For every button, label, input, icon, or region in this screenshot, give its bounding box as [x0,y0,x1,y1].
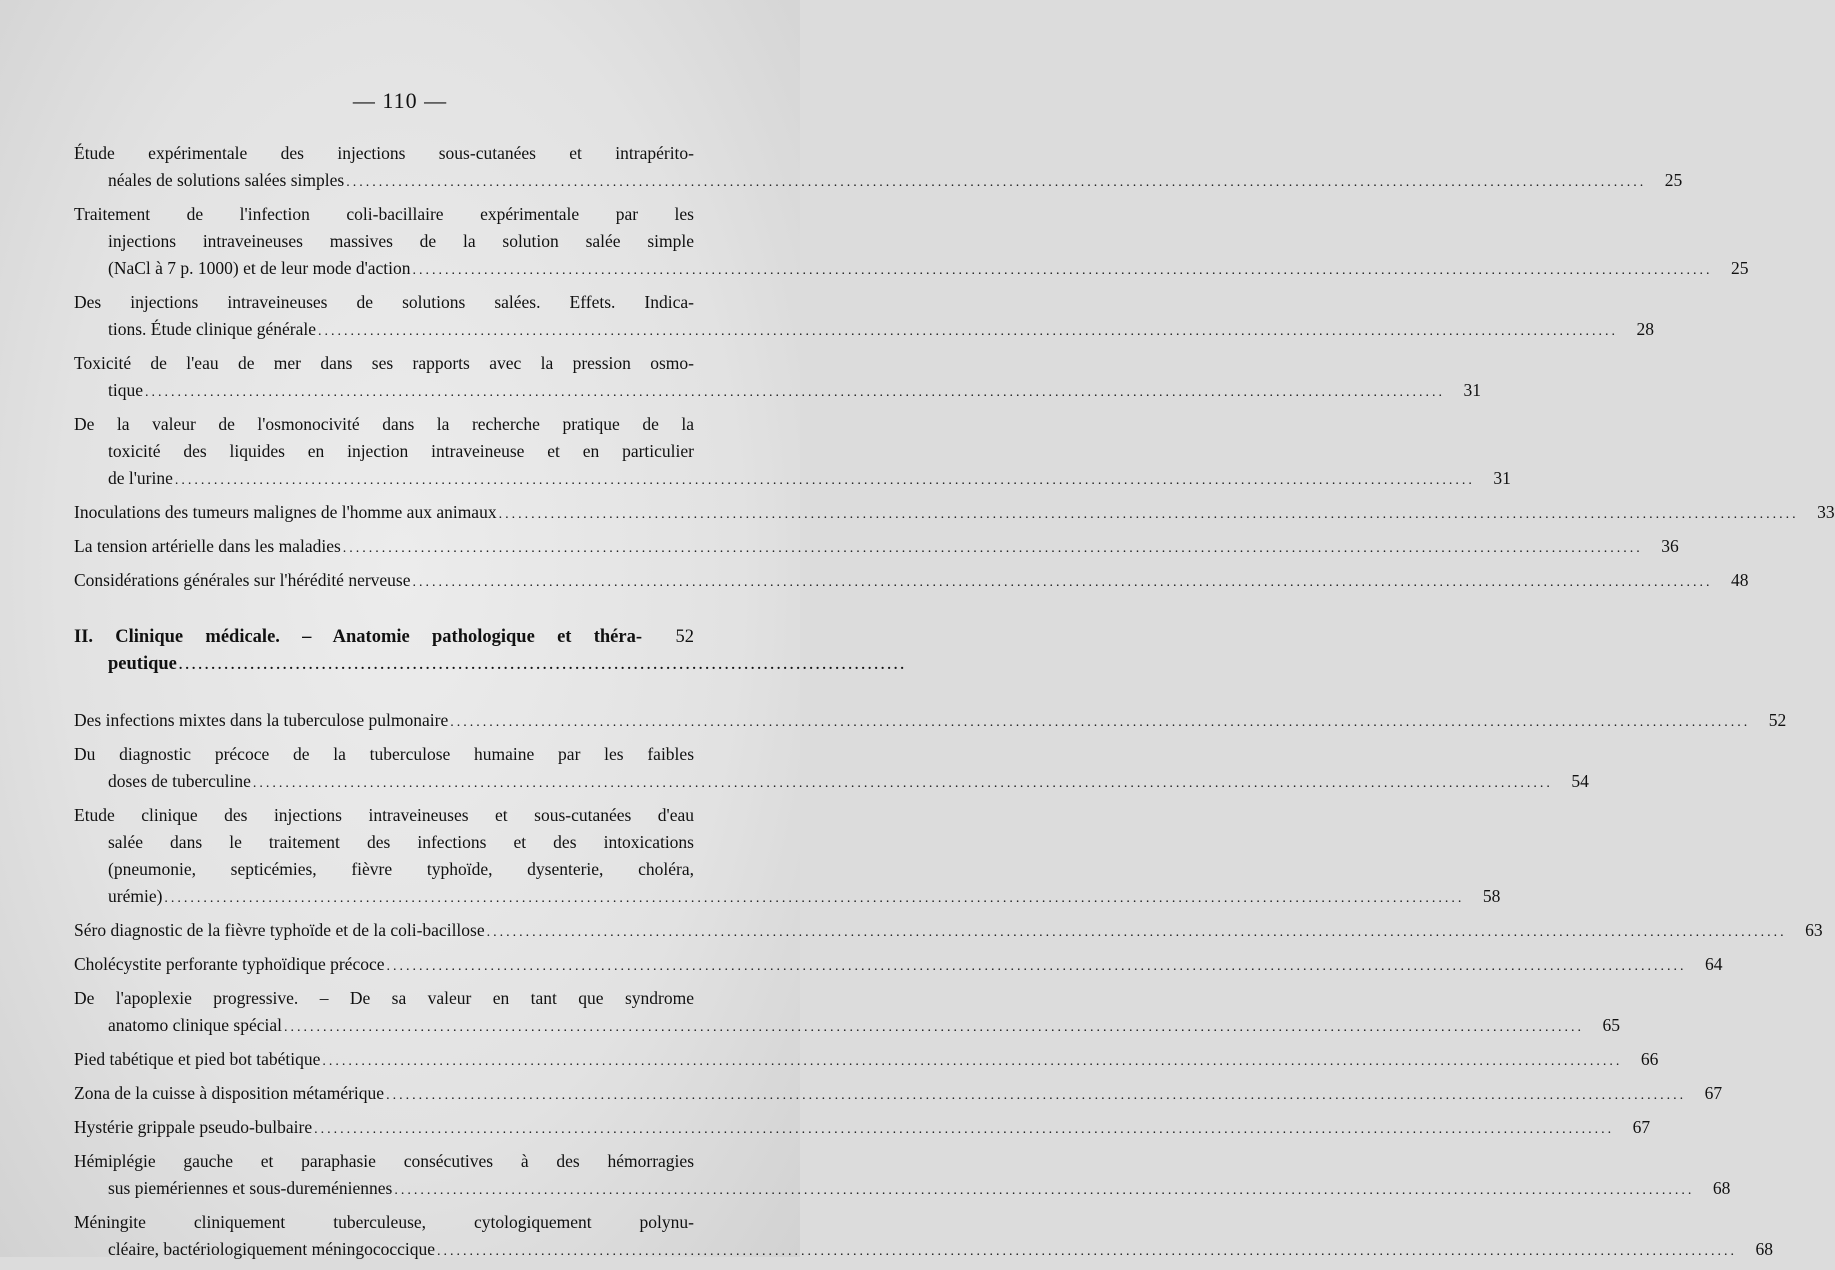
toc-group-experimental [74,140,1835,596]
toc-line [74,1236,1774,1265]
toc-entry [74,499,1835,528]
toc-entry [74,1114,1651,1143]
leader-dots: ........................................................................................................................................................................................................ [314,1122,1615,1137]
toc-line [74,1080,1723,1109]
toc-line [74,1175,1731,1204]
toc-entry-text: Zona de la cuisse à disposition métamérique [74,1083,385,1103]
toc-entry-text: urémie) [108,886,163,906]
toc-line [74,377,1481,406]
toc-page-number: 25 [1664,170,1683,190]
toc-entry [74,1209,1774,1265]
toc-entry [74,917,1823,946]
toc-page-number: 68 [1755,1239,1774,1259]
toc-page-number: 28 [1636,319,1654,339]
toc-entry-text: toxicité des liquides en injection intraveineuse et en particulier [108,441,694,461]
toc-entry-text: Inoculations des tumeurs malignes de l'homme aux animaux [74,502,497,522]
toc-page-number: 36 [1661,536,1679,556]
toc-entry-text: Des infections mixtes dans la tuberculose pulmonaire [74,710,449,730]
toc-line [74,883,1501,912]
toc-entry-text: Du diagnostic précoce de la tuberculose humaine par les faibles [74,744,694,764]
leader-dots: ........................................................................................................................................................................................................ [174,473,1475,488]
toc-line [74,465,1511,494]
toc-line [74,316,1654,345]
toc-page-number: 63 [1805,920,1823,940]
leader-dots: ........................................................................................................................................................................................................ [164,891,1465,906]
leader-dots: ........................................................................................................................................................................................................ [283,1020,1584,1035]
toc-entry-text: (pneumonie, septicémies, fièvre typhoïde, dysenterie, choléra, [108,859,694,879]
leader-dots: ........................................................................................................................................................................................................ [386,959,1687,974]
toc-entry-text: La tension artérielle dans les maladies [74,536,341,556]
table-of-contents [74,140,1835,1270]
toc-entry-text: De l'apoplexie progressive. – De sa valeur en tant que syndrome [74,988,694,1008]
leader-dots: ........................................................................................................................................................................................................ [437,1244,1738,1259]
toc-entry [74,1080,1723,1109]
toc-entry-text: anatomo clinique spécial [108,1015,282,1035]
toc-page-number: 67 [1704,1083,1723,1103]
leader-dots: ........................................................................................................................................................................................................ [145,385,1445,400]
page-number: — 110 — [352,88,448,113]
toc-entry [74,1148,1731,1204]
toc-line [74,951,1723,980]
leader-dots: ........................................................................................................................................................................................................ [342,541,1643,556]
toc-entry-text: Séro diagnostic de la fièvre typhoïde et de la coli-bacillose [74,920,485,940]
toc-page-number: 66 [1640,1049,1659,1069]
toc-line [74,1046,1659,1075]
toc-line [74,533,1679,562]
toc-entry-text: sus piemériennes et sous-dureméniennes [108,1178,393,1198]
leader-dots: ........................................................................................................................................................................................................ [498,507,1799,522]
toc-line [74,624,694,651]
toc-entry-text: Considérations générales sur l'hérédité nerveuse [74,570,411,590]
section-heading [74,624,907,679]
leader-dots: ................................................................................................................ [178,658,907,673]
toc-page-number: 67 [1632,1117,1651,1137]
toc-entry-text: néales de solutions salées simples [108,170,345,190]
toc-group-clinical [74,707,1823,1265]
toc-entry-text: Pied tabétique et pied bot tabétique [74,1049,321,1069]
toc-entry-text: Hémiplégie gauche et paraphasie consécutives à des hémorragies [74,1151,694,1171]
toc-entry-text: tions. Étude clinique générale [108,319,316,339]
toc-line [74,499,1835,528]
leader-dots: ........................................................................................................................................................................................................ [346,175,1647,190]
toc-page-number: 48 [1731,570,1749,590]
toc-entry [74,951,1723,980]
section-heading-line-1: II. Clinique médicale. – Anatomie pathologique et théra- [74,627,642,647]
toc-entry-text: tique [108,380,143,400]
toc-entry-text: Traitement de l'infection coli-bacillaire expérimentale par les [74,204,694,224]
toc-entry [74,802,1501,912]
toc-entry-text: injections intraveineuses massives de la solution salée simple [108,231,694,251]
toc-page-number: 31 [1493,468,1511,488]
toc-entry-text: (NaCl à 7 p. 1000) et de leur mode d'action [108,258,411,278]
toc-entry [74,707,1787,736]
leader-dots: ........................................................................................................................................................................................................ [486,925,1787,940]
toc-line [74,651,907,679]
leader-dots: ........................................................................................................................................................................................................ [394,1183,1695,1198]
toc-page-number: 33 [1817,502,1835,522]
toc-entry-text: cléaire, bactériologiquement méningococcique [108,1239,436,1259]
leader-dots: ........................................................................................................................................................................................................ [252,776,1553,791]
toc-line [74,917,1823,946]
toc-entry-text: salée dans le traitement des infections et des intoxications [108,832,694,852]
toc-page-number: 31 [1463,380,1481,400]
toc-page-number: 64 [1705,954,1723,974]
toc-entry-text: de l'urine [108,468,173,488]
toc-entry [74,350,1481,406]
toc-entry-text: Toxicité de l'eau de mer dans ses rapports avec la pression osmo- [74,353,694,373]
toc-line [74,1012,1620,1041]
toc-entry [74,1046,1659,1075]
toc-entry-text: Etude clinique des injections intraveineuses et sous-cutanées d'eau [74,805,694,825]
toc-page-number: 65 [1602,1015,1620,1035]
section-heading-line-2: peutique [108,654,177,674]
toc-entry-text: Étude expérimentale des injections sous-cutanées et intrapérito- [74,143,694,163]
toc-entry [74,411,1511,494]
toc-line [74,1114,1651,1143]
toc-page-number: 58 [1482,886,1501,906]
toc-line [74,707,1787,736]
leader-dots: ........................................................................................................................................................................................................ [412,263,1713,278]
toc-entry-text: Des injections intraveineuses de solutions salées. Effets. Indica- [74,292,694,312]
leader-dots: ........................................................................................................................................................................................................ [322,1054,1623,1069]
toc-entry [74,985,1620,1041]
toc-entry-text: De la valeur de l'osmonocivité dans la recherche pratique de la [74,414,694,434]
toc-page-number: 52 [1768,710,1787,730]
toc-entry [74,741,1589,797]
toc-entry-text: doses de tuberculine [108,771,251,791]
toc-entry [74,140,1683,196]
toc-page-number: 54 [1571,771,1589,791]
toc-entry-text: Cholécystite perforante typhoïdique précoce [74,954,385,974]
toc-entry-text: Méningite cliniquement tuberculeuse, cytologiquement polynu- [74,1212,694,1232]
leader-dots: ........................................................................................................................................................................................................ [450,715,1751,730]
toc-entry [74,567,1749,596]
toc-page-number: 68 [1712,1178,1731,1198]
leader-dots: ........................................................................................................................................................................................................ [412,575,1713,590]
toc-line [74,567,1749,596]
section-page-number: 52 [675,627,694,647]
toc-page-number: 25 [1731,258,1749,278]
leader-dots: ........................................................................................................................................................................................................ [317,324,1618,339]
toc-line [74,255,1749,284]
leader-dots: ........................................................................................................................................................................................................ [386,1088,1687,1103]
toc-entry [74,533,1679,562]
toc-line [74,768,1589,797]
toc-entry [74,289,1654,345]
toc-line [74,167,1683,196]
toc-entry-text: Hystérie grippale pseudo-bulbaire [74,1117,313,1137]
toc-entry [74,201,1749,284]
